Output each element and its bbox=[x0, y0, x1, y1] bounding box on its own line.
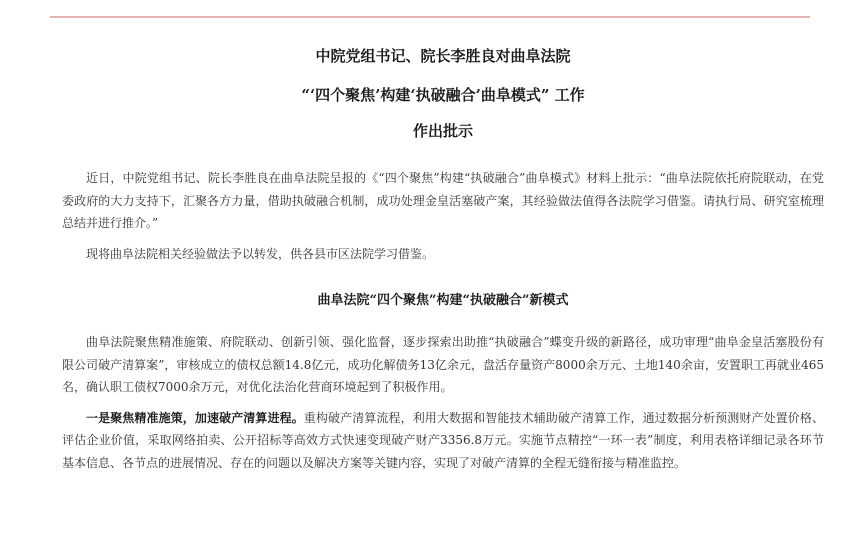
top-divider bbox=[50, 16, 810, 18]
title-line-3: 作出批示 bbox=[412, 122, 473, 140]
paragraph-point-one bbox=[62, 407, 824, 475]
paragraph-forward: 现将曲阜法院相关经验做法予以转发，供各县市区法院学习借鉴。 bbox=[86, 246, 435, 261]
paragraph-point-one-body: 重构破产清算流程，利用大数据和智能技术辅助破产清算工作，通过数据分析预测财产处置价格、评估企业价值，采取网络拍卖、公开招标等高效方式快速变现破产财产3356.8万元。实施节点精控“一环一表”制度，利用表格详细记录各环节基本信息、各节点的进展情况、存在的问题以及解决方案等关键内容，实现了对破产清算的全程无缝衔接与精准监控。 bbox=[62, 410, 824, 470]
paragraph-overview: 曲阜法院聚焦精准施策、府院联动、创新引领、强化监督，逐步探索出助推“执破融合”蝶变升级的新路径，成功审理“曲阜金皇活塞股份有限公司破产清算案”，审核成立的债权总额14.8亿元，成功化解债务13亿余元，盘活存量资产8000余万元、土地140余亩，安置职工再就业465名，确认职工债权7000余万元，对优化法治化营商环境起到了积极作用。 bbox=[62, 335, 824, 394]
title-line-2: “‘四个聚焦’构建‘执破融合’曲阜模式” 工作 bbox=[301, 86, 585, 104]
paragraph-point-one-lead: 一是聚焦精准施策，加速破产清算进程。 bbox=[86, 410, 304, 425]
paragraph-instruction: 近日，中院党组书记、院长李胜良在曲阜法院呈报的《“四个聚焦”构建“执破融合”曲阜模式》材料上批示：“曲阜法院依托府院联动，在党委政府的大力支持下，汇聚各方力量，借助执破融合机制，成功处理金皇活塞破产案，其经验做法值得各法院学习借鉴。请执行局、研究室梳理总结并进行推介。” bbox=[62, 171, 824, 230]
title-line-1: 中院党组书记、院长李胜良对曲阜法院 bbox=[315, 47, 571, 65]
article bbox=[62, 40, 824, 474]
section-title: 曲阜法院“四个聚焦”构建“执破融合”新模式 bbox=[317, 293, 569, 308]
